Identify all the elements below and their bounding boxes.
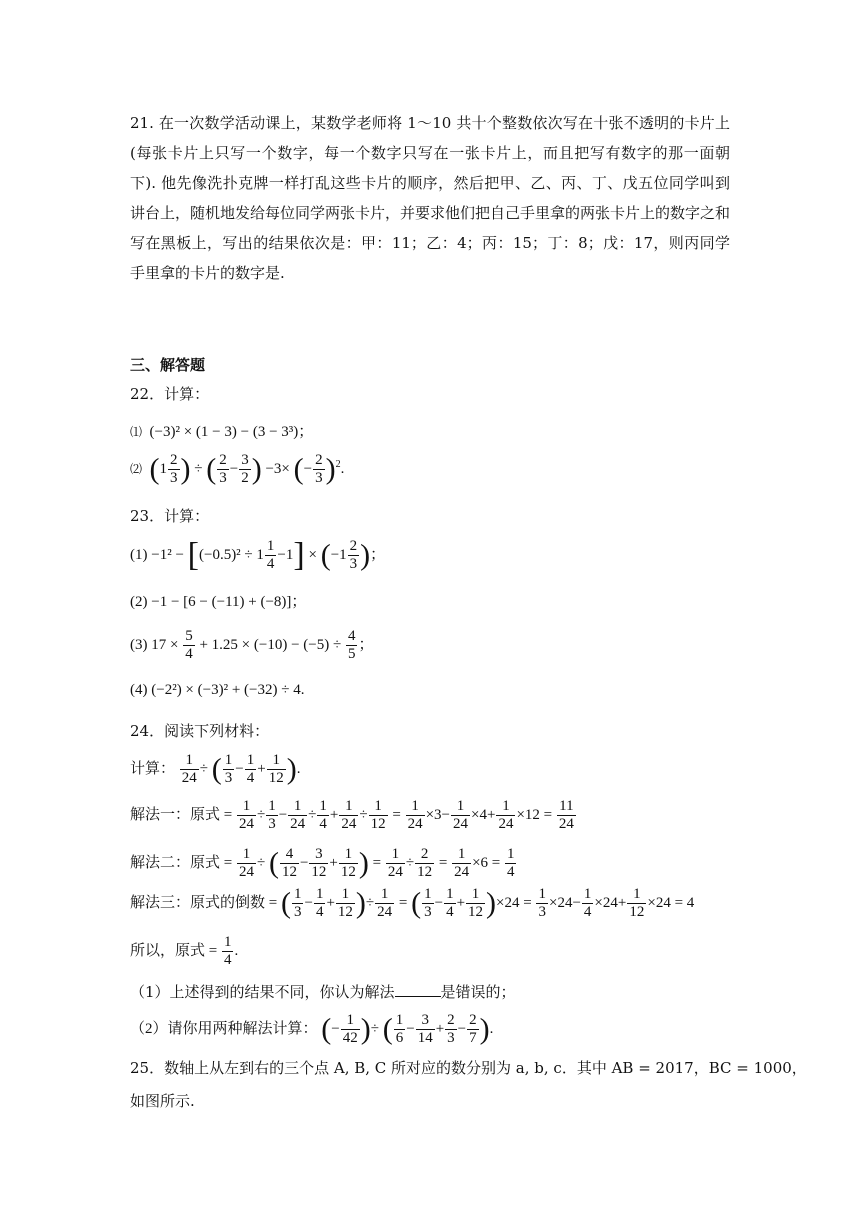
method-3: 解法三：原式的倒数 = ( $\frac{1}{3}$ − $\frac{1}{4}$ + $\frac{1}{12}$ )÷ $\frac{1}{24}$ = ( $\frac{1}{3}$ − $\frac{1}{4}$ + $\frac{1}{12}$ )×24 = $\frac{1}{3}$ ×24− $\frac{1}{4}$ ×24+ $\frac{1}{12}$ ×24 = 4 xyxy=(130,886,695,920)
question-23-part-1: (1) −1² − [(−0.5)² ÷ 1 $\frac{1}{4}$ −1] × (−1 $\frac{2}{3}$ )； xyxy=(130,536,386,574)
question-22-part-2: ⑵ (1 $\frac{2}{3}$ ) ÷ ( $\frac{2}{3}$ − $\frac{3}{2}$ ) −3× (− $\frac{2}{3}$ )$^2$. xyxy=(130,452,345,486)
answer-blank[interactable] xyxy=(395,980,441,997)
question-21: 21. 在一次数学活动课上，某数学老师将 1～10 共十个整数依次写在十张不透明的卡片上(每张卡片上只写一个数字，每一个数字只写在一张卡片上，而且把写有数字的那一面朝下). 他先像洗扑克牌一样打乱这些卡片的顺序，然后把甲、乙、丙、丁、戊五位同学叫到讲台上，随机地发给每位同学两张卡片，并要求他们把自己手里拿的两张卡片上的数字之和写在黑板上，写出的结果依次是：甲：11；乙：4；丙：15；丁：8；戊：17，则丙同学手里拿的卡片的数字是. xyxy=(130,114,731,282)
question-23-part-3: (3) 17 × $\frac{5}{4}$ + 1.25 × (−10) − (−5) ÷ $\frac{4}{5}$ ； xyxy=(130,628,374,662)
question-25-line-1: 25．数轴上从左到右的三个点 A, B, C 所对应的数分别为 a, b, c．其中 AB = 2017，BC = 1000， xyxy=(130,1059,807,1077)
question-24-expression: 计算： $\frac{1}{24}$ ÷ ( $\frac{1}{3}$ − $\frac{1}{4}$ + $\frac{1}{12}$ ). xyxy=(130,752,301,786)
question-23-title: 23．计算： xyxy=(130,507,210,525)
conclusion: 所以，原式 = $\frac{1}{4}$ . xyxy=(130,934,239,968)
section-heading: 三、解答题 xyxy=(130,356,206,374)
question-23-part-2: (2) −1 − [6 − (−11) + (−8)]； xyxy=(130,594,307,610)
question-24-part-1: （1）上述得到的结果不同，你认为解法 是错误的； xyxy=(130,980,516,1002)
question-22-part-1: ⑴ (−3)² × (1 − 3) − (3 − 3³)； xyxy=(130,424,314,440)
question-24-title: 24．阅读下列材料： xyxy=(130,722,270,740)
question-22-title: 22．计算： xyxy=(130,385,210,403)
question-24-part-2: （2）请你用两种解法计算： (− $\frac{1}{42}$ )÷ ( $\frac{1}{6}$ − $\frac{3}{14}$ + $\frac{2}{3}$ − $\frac{2}{7}$ ). xyxy=(130,1012,494,1046)
method-2: 解法二：原式 = $\frac{1}{24}$ ÷ ( $\frac{4}{12}$ − $\frac{3}{12}$ + $\frac{1}{12}$ ) = $\frac{1}{24}$ ÷ $\frac{2}{12}$ = $\frac{1}{24}$ ×6 = $\frac{1}{4}$ xyxy=(130,846,515,880)
question-25-line-2: 如图所示. xyxy=(130,1092,195,1110)
question-23-part-4: (4) (−2²) × (−3)² + (−32) ÷ 4. xyxy=(130,682,305,698)
question-21-text: 21. 在一次数学活动课上，某数学老师将 1～10 共十个整数依次写在十张不透明的卡片上(每张卡片上只写一个数字，每一个数字只写在一张卡片上，而且把写有数字的那一面朝下). 他先像洗扑克牌一样打乱这些卡片的顺序，然后把甲、乙、丙、丁、戊五位同学叫到讲台上，随机地发给每位同学两张卡片，并要求他们把自己手里拿的两张卡片上的数字之和写在黑板上，写出的结果依次是：甲：11；乙：4；丙：15；丁：8；戊：17，则丙同学手里拿的卡片的数字是 xyxy=(130,114,731,282)
method-1: 解法一：原式 = $\frac{1}{24}$ ÷ $\frac{1}{3}$ − $\frac{1}{24}$ ÷ $\frac{1}{4}$ + $\frac{1}{24}$ ÷ $\frac{1}{12}$ = $\frac{1}{24}$ ×3− $\frac{1}{24}$ ×4+ $\frac{1}{24}$ ×12 = $\frac{11}{24}$ xyxy=(130,798,574,832)
